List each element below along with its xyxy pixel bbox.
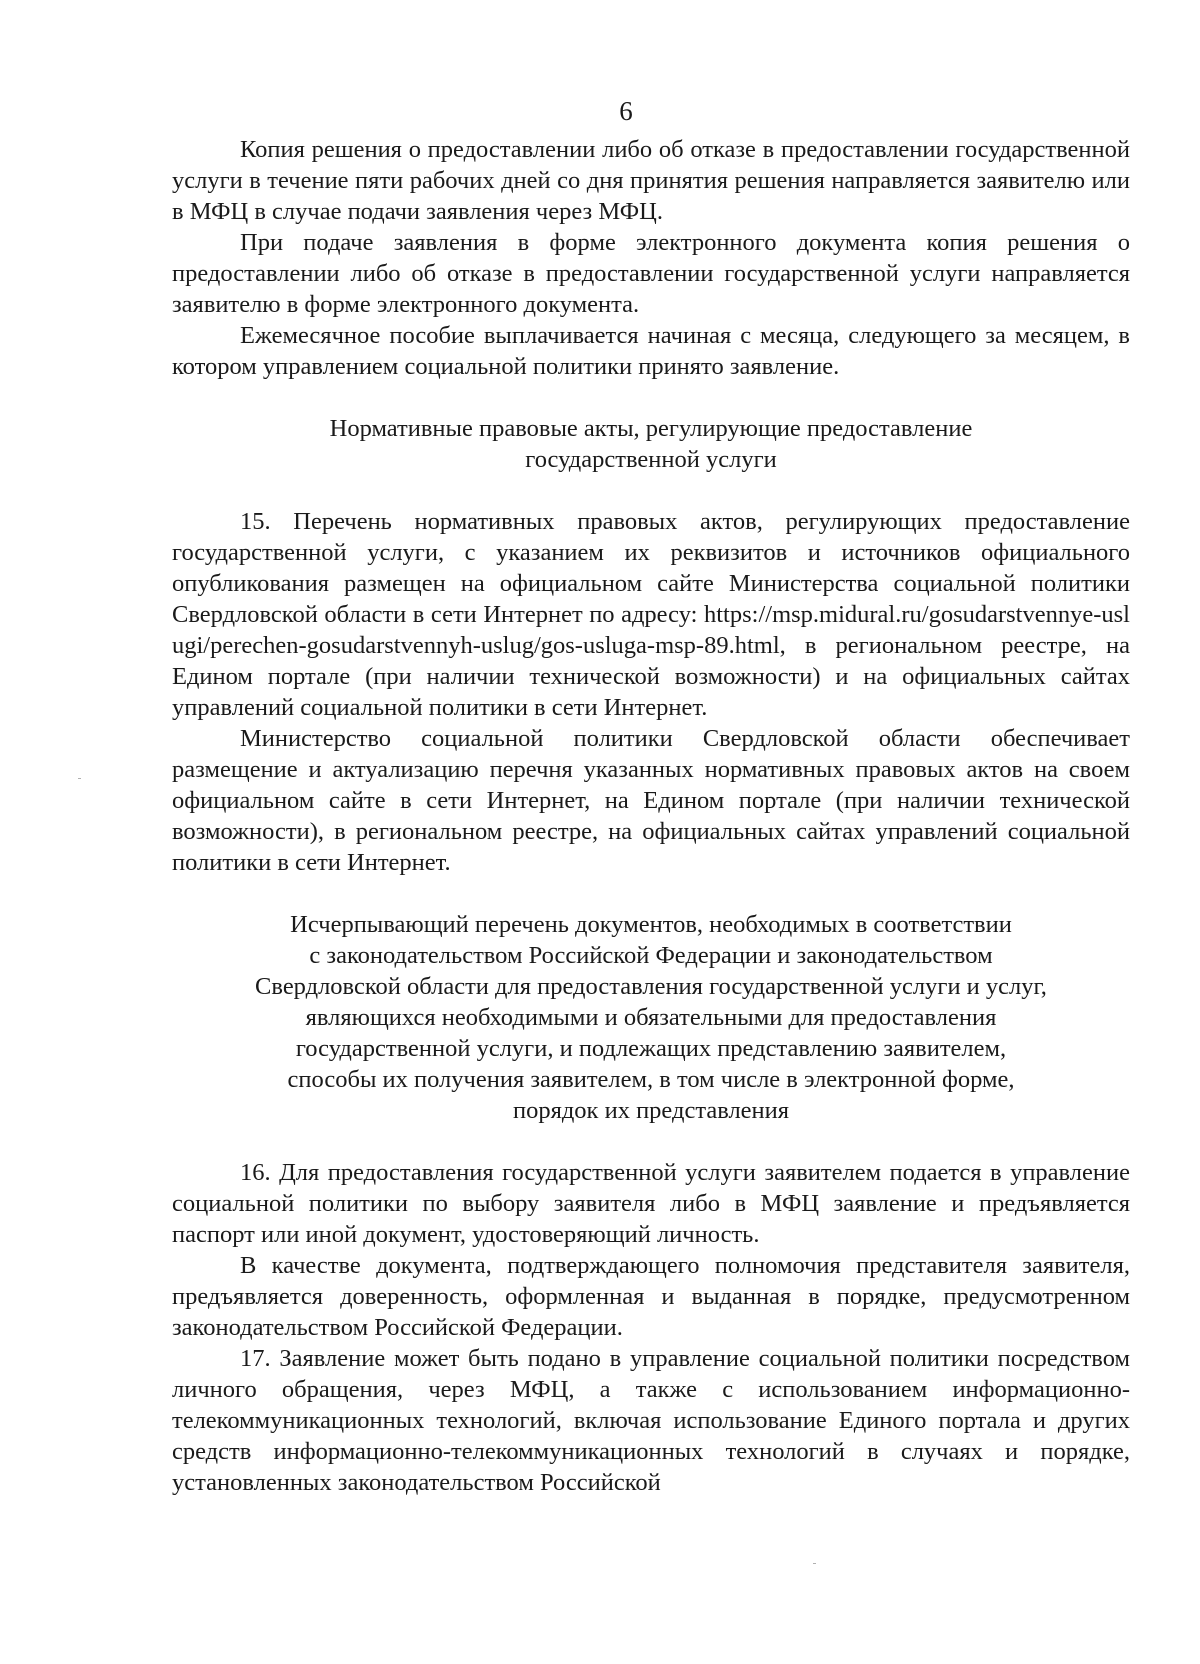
heading-line: с законодательством Российской Федерации и законодательством <box>309 942 993 969</box>
heading-line: Исчерпывающий перечень документов, необходимых в соответствии <box>290 911 1012 938</box>
paragraph-17: 17. Заявление может быть подано в управление социальной политики посредством личного обращения, через МФЦ, а также с использованием информационно-телекоммуникационных технологий, включая использование Единого портала и других средств информационно-телекоммуникационных технологий в случаях и порядке, установленных законодательством Российской <box>172 1345 1130 1496</box>
paragraph-16: 16. Для предоставления государственной услуги заявителем подается в управление социальной политики по выбору заявителя либо в МФЦ заявление и предъявляется паспорт или иной документ, удостоверяющий личность. <box>172 1159 1130 1248</box>
scan-speck <box>813 1563 816 1564</box>
ministry-url: https://msp.midural.ru/gosudarstvennye-uslugi/perechen-gosudarstvennyh-uslug/gos-usluga-msp-89.html <box>172 601 1130 659</box>
section-heading-documents-list <box>172 909 1130 1126</box>
paragraph-decision-copy: Копия решения о предоставлении либо об отказе в предоставлении государственной услуги в течение пяти рабочих дней со дня принятия решения направляется заявителю или в МФЦ в случае подачи заявления через МФЦ. <box>172 136 1130 225</box>
heading-line: порядок их представления <box>512 1097 790 1124</box>
heading-line: способы их получения заявителем, в том числе в электронной форме, <box>287 1066 1015 1093</box>
paragraph-15-text-cont: , в региональном реестре, на Едином портале (при наличии технической возможности) и на официальных сайтах управлений социальной политики в сети Интернет. <box>172 632 1130 721</box>
scan-speck <box>78 778 81 779</box>
heading-line: государственной услуги, и подлежащих представлению заявителем, <box>295 1035 1007 1062</box>
heading-line: государственной услуги <box>525 446 777 473</box>
paragraph-15 <box>172 506 1130 723</box>
heading-line: Свердловской области для предоставления государственной услуги и услуг, <box>255 973 1047 1000</box>
document-body <box>172 134 1130 1498</box>
heading-line: являющихся необходимыми и обязательными для предоставления <box>305 1004 997 1031</box>
paragraph-monthly-allowance: Ежемесячное пособие выплачивается начиная с месяца, следующего за месяцем, в котором управлением социальной политики принято заявление. <box>172 322 1130 380</box>
paragraph-15-text: 15. Перечень нормативных правовых актов, регулирующих предоставление государственной услуги, с указанием их реквизитов и источников официального опубликования размещен на официальном сайте Министерства социальной политики Свердловской области в сети Интернет по адресу: <box>172 508 1130 628</box>
paragraph-electronic-copy: При подаче заявления в форме электронного документа копия решения о предоставлении либо об отказе в предоставлении государственной услуги направляется заявителю в форме электронного документа. <box>172 229 1130 318</box>
paragraph-16-representative: В качестве документа, подтверждающего полномочия представителя заявителя, предъявляется доверенность, оформленная и выданная в порядке, предусмотренном законодательством Российской Федерации. <box>172 1252 1130 1341</box>
section-heading-legal-acts <box>172 413 1130 475</box>
page-number: 6 <box>619 96 633 126</box>
paragraph-15-ministry: Министерство социальной политики Свердловской области обеспечивает размещение и актуализацию перечня указанных нормативных правовых актов на своем официальном сайте в сети Интернет, на Едином портале (при наличии технической возможности), в региональном реестре, на официальных сайтах управлений социальной политики в сети Интернет. <box>172 725 1130 876</box>
heading-line: Нормативные правовые акты, регулирующие предоставление <box>329 415 973 442</box>
